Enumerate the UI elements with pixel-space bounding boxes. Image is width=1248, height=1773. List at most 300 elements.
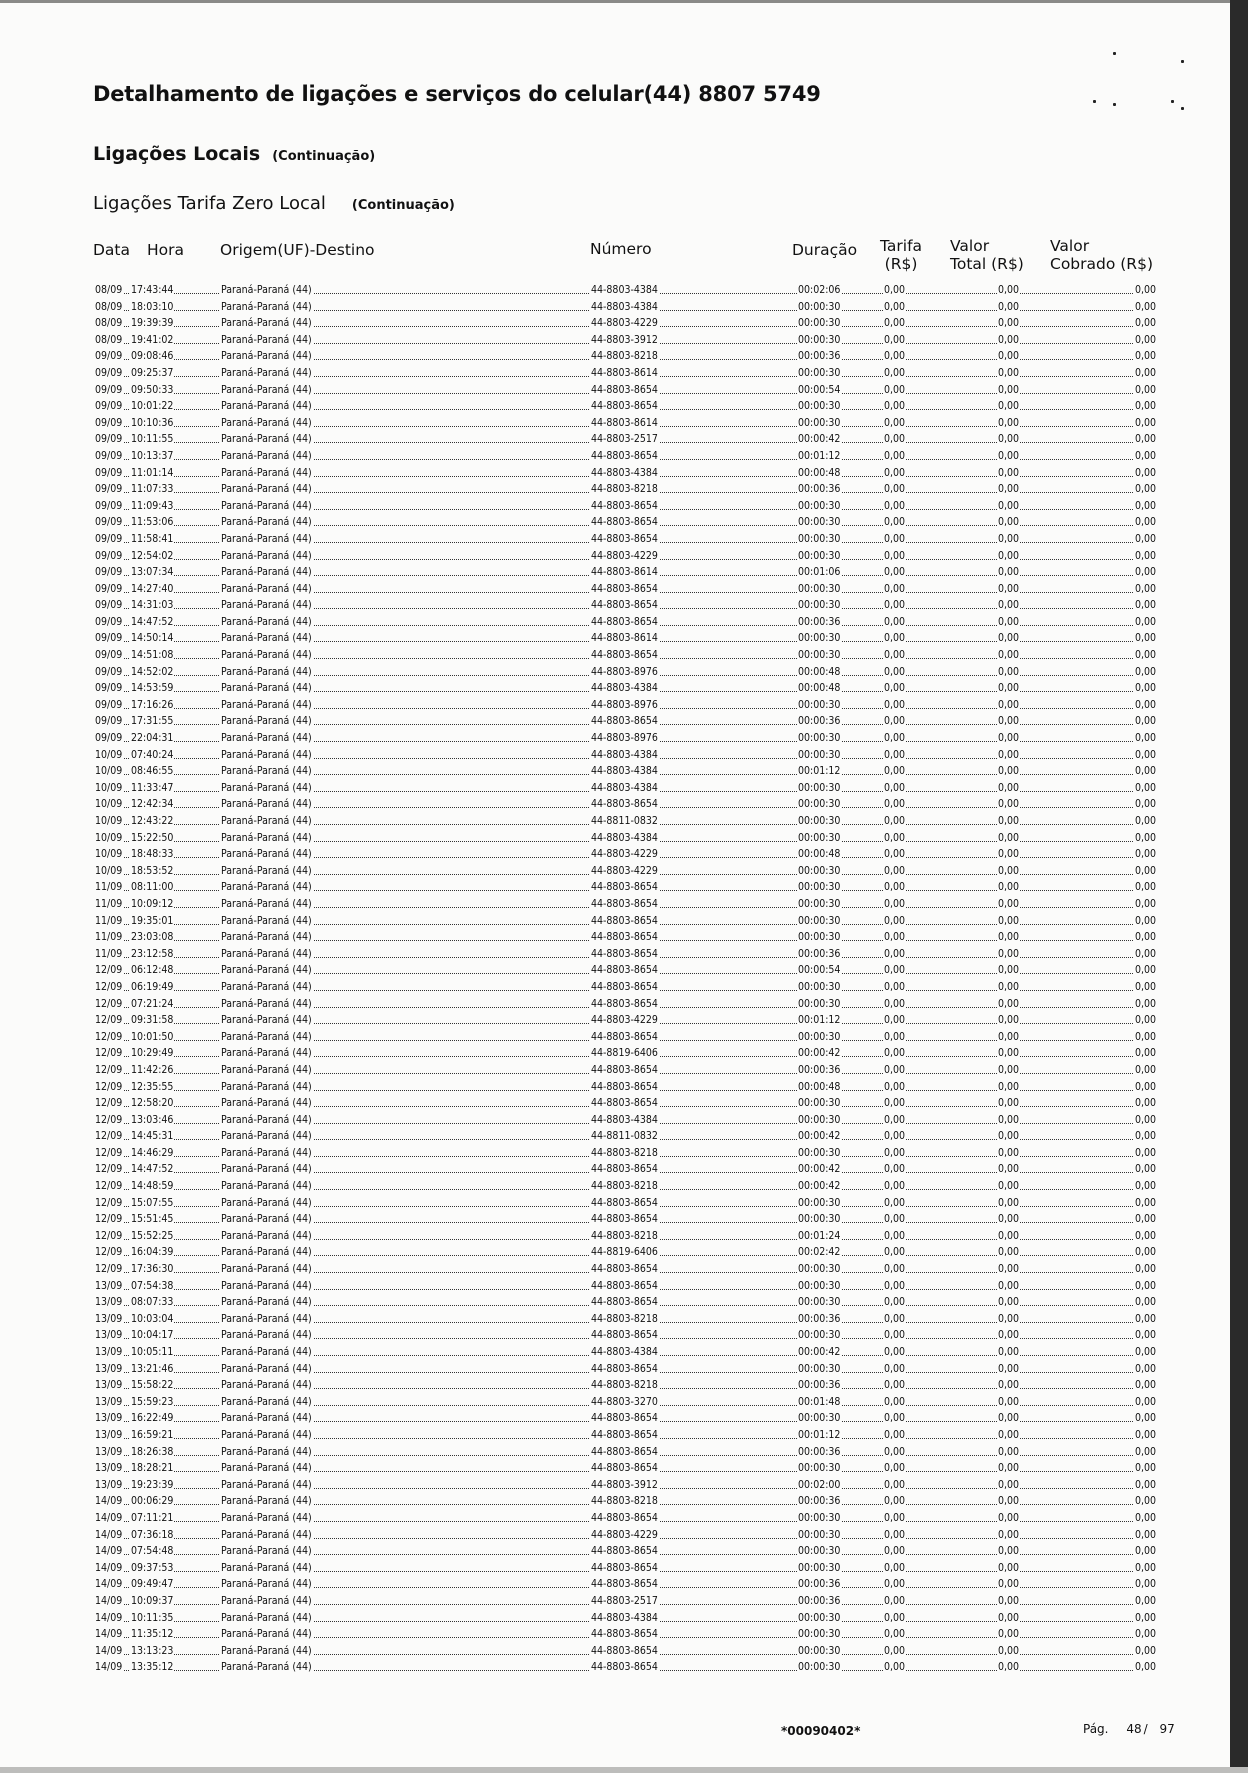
cell-numero: 44-8803-4384 [591,1113,658,1126]
cell-origem: Paraná-Paraná (44) [221,1495,312,1508]
cell-duracao: 00:00:30 [798,1611,841,1624]
column-header-data: Data [93,241,131,259]
cell-numero: 44-8803-8976 [591,732,658,745]
cell-data: 14/09 [95,1628,123,1641]
cell-data: 09/09 [95,499,123,512]
cell-numero: 44-8803-4384 [591,1611,658,1624]
cell-origem: Paraná-Paraná (44) [221,1445,312,1458]
cell-duracao: 00:00:30 [798,632,841,645]
cell-valor-total: 0,00 [998,1611,1020,1624]
cell-origem: Paraná-Paraná (44) [221,748,312,761]
cell-numero: 44-8803-3270 [591,1395,658,1408]
cell-origem: Paraná-Paraná (44) [221,317,312,330]
cell-valor-cobrado: 0,00 [1134,284,1156,296]
cell-origem: Paraná-Paraná (44) [221,449,312,462]
cell-tarifa: 0,00 [884,931,906,944]
cell-hora: 14:27:40 [131,582,174,595]
cell-tarifa: 0,00 [884,566,906,579]
cell-duracao: 00:00:54 [798,964,841,977]
cell-numero: 44-8803-8654 [591,1329,658,1342]
cell-origem: Paraná-Paraná (44) [221,997,312,1010]
cell-numero: 44-8803-8654 [591,1628,658,1641]
cell-data: 10/09 [95,815,123,827]
table-row [94,315,1157,332]
cell-valor-total: 0,00 [998,317,1020,330]
cell-numero: 44-8803-4384 [591,466,658,479]
cell-hora: 06:12:48 [131,964,174,977]
cell-data: 13/09 [95,1379,123,1392]
cell-duracao: 00:02:06 [798,284,841,296]
cell-hora: 11:35:12 [131,1628,174,1641]
cell-tarifa: 0,00 [884,582,906,595]
cell-numero: 44-8803-8218 [591,1312,658,1325]
cell-tarifa: 0,00 [884,1097,906,1110]
cell-data: 13/09 [95,1445,123,1458]
cell-tarifa: 0,00 [884,1047,906,1060]
table-row [94,1261,1157,1278]
cell-data: 09/09 [95,649,123,662]
cell-valor-total: 0,00 [998,499,1020,512]
cell-numero: 44-8803-8654 [591,964,658,977]
cell-numero: 44-8803-8654 [591,1661,658,1674]
cell-valor-cobrado: 0,00 [1134,1594,1156,1607]
cell-valor-cobrado: 0,00 [1134,1445,1156,1458]
cell-duracao: 00:01:12 [798,449,841,462]
page-current: 48 [1126,1722,1142,1736]
cell-valor-cobrado: 0,00 [1134,1545,1156,1558]
cell-valor-cobrado: 0,00 [1134,1478,1156,1491]
cell-data: 11/09 [95,931,123,944]
cell-data: 09/09 [95,682,123,695]
document-barcode-text: *00090402* [781,1724,861,1738]
cell-data: 11/09 [95,881,123,894]
cell-valor-cobrado: 0,00 [1134,1146,1156,1159]
cell-origem: Paraná-Paraná (44) [221,815,312,827]
cell-tarifa: 0,00 [884,665,906,678]
cell-hora: 14:50:14 [131,632,174,645]
cell-data: 09/09 [95,566,123,579]
cell-origem: Paraná-Paraná (44) [221,1594,312,1607]
cell-valor-total: 0,00 [998,1379,1020,1392]
column-header-valor-cobrado [1050,237,1153,273]
cell-origem: Paraná-Paraná (44) [221,698,312,711]
cell-hora: 14:45:31 [131,1130,174,1143]
cell-data: 12/09 [95,980,123,993]
cell-valor-total: 0,00 [998,781,1020,794]
cell-hora: 07:11:21 [131,1511,174,1524]
table-row [94,1560,1157,1577]
column-header-duracao: Duração [792,241,858,259]
cell-tarifa: 0,00 [884,1113,906,1126]
cell-duracao: 00:00:30 [798,366,841,379]
cell-hora: 19:41:02 [131,333,174,346]
table-row [94,1029,1157,1046]
cell-valor-cobrado: 0,00 [1134,897,1156,910]
cell-valor-cobrado: 0,00 [1134,947,1156,960]
cell-origem: Paraná-Paraná (44) [221,333,312,346]
cell-numero: 44-8803-8654 [591,449,658,462]
table-row [94,1610,1157,1627]
cell-numero: 44-8803-8218 [591,1180,658,1193]
cell-numero: 44-8803-8654 [591,516,658,529]
cell-origem: Paraná-Paraná (44) [221,599,312,612]
table-row [94,1410,1157,1427]
column-header-valor-total-line1: Valor [950,237,990,255]
cell-origem: Paraná-Paraná (44) [221,881,312,894]
column-header-hora: Hora [147,241,185,259]
cell-valor-total: 0,00 [998,1180,1020,1193]
cell-numero: 44-8803-8654 [591,1644,658,1657]
cell-origem: Paraná-Paraná (44) [221,1661,312,1674]
cell-tarifa: 0,00 [884,682,906,695]
cell-origem: Paraná-Paraná (44) [221,1511,312,1524]
cell-hora: 09:37:53 [131,1561,174,1574]
cell-tarifa: 0,00 [884,748,906,761]
cell-valor-cobrado: 0,00 [1134,1462,1156,1475]
cell-valor-cobrado: 0,00 [1134,1279,1156,1292]
cell-numero: 44-8803-8654 [591,1279,658,1292]
column-header-valor-cobrado-line2: Cobrado (R$) [1050,255,1153,273]
cell-numero: 44-8803-8218 [591,483,658,496]
cell-duracao: 00:00:36 [798,947,841,960]
cell-data: 14/09 [95,1578,123,1591]
cell-valor-total: 0,00 [998,1346,1020,1358]
cell-data: 10/09 [95,781,123,794]
cell-tarifa: 0,00 [884,1346,906,1358]
cell-duracao: 00:00:30 [798,914,841,927]
cell-duracao: 00:00:30 [798,1561,841,1574]
cell-valor-cobrado: 0,00 [1134,964,1156,977]
cell-origem: Paraná-Paraná (44) [221,1395,312,1408]
cell-duracao: 00:00:54 [798,383,841,396]
cell-valor-total: 0,00 [998,848,1020,861]
cell-valor-total: 0,00 [998,815,1020,827]
cell-tarifa: 0,00 [884,1661,906,1674]
cell-valor-cobrado: 0,00 [1134,781,1156,794]
table-row [94,730,1157,747]
table-row [94,1427,1157,1444]
table-row [94,1527,1157,1544]
cell-data: 09/09 [95,632,123,645]
scan-edge-bottom [0,1767,1248,1773]
table-row [94,630,1157,647]
cell-valor-cobrado: 0,00 [1134,815,1156,827]
cell-tarifa: 0,00 [884,864,906,877]
cell-duracao: 00:02:42 [798,1246,841,1259]
cell-origem: Paraná-Paraná (44) [221,1279,312,1292]
cell-numero: 44-8803-8654 [591,931,658,944]
table-row [94,514,1157,531]
cell-hora: 13:21:46 [131,1362,174,1375]
cell-numero: 44-8803-8614 [591,632,658,645]
cell-numero: 44-8803-4229 [591,1528,658,1541]
cell-numero: 44-8803-8654 [591,1063,658,1076]
cell-origem: Paraná-Paraná (44) [221,1545,312,1558]
cell-valor-total: 0,00 [998,1495,1020,1508]
table-row [94,1444,1157,1461]
table-row [94,846,1157,863]
cell-data: 11/09 [95,897,123,910]
cell-tarifa: 0,00 [884,499,906,512]
cell-valor-cobrado: 0,00 [1134,765,1156,778]
cell-numero: 44-8819-6406 [591,1047,658,1060]
table-row [94,398,1157,415]
cell-duracao: 00:01:12 [798,1428,841,1441]
cell-hora: 10:11:55 [131,433,174,446]
cell-valor-total: 0,00 [998,433,1020,446]
cell-duracao: 00:00:30 [798,499,841,512]
cell-valor-total: 0,00 [998,1097,1020,1110]
table-row [94,498,1157,515]
cell-valor-total: 0,00 [998,1445,1020,1458]
table-row [94,962,1157,979]
cell-origem: Paraná-Paraná (44) [221,466,312,479]
cell-valor-total: 0,00 [998,665,1020,678]
cell-duracao: 00:00:30 [798,582,841,595]
table-row [94,299,1157,316]
cell-data: 12/09 [95,1080,123,1093]
cell-data: 13/09 [95,1329,123,1342]
cell-origem: Paraná-Paraná (44) [221,931,312,944]
cell-valor-cobrado: 0,00 [1134,549,1156,562]
cell-hora: 11:09:43 [131,499,174,512]
cell-valor-total: 0,00 [998,914,1020,927]
cell-valor-cobrado: 0,00 [1134,1644,1156,1657]
cell-valor-total: 0,00 [998,1329,1020,1342]
cell-valor-total: 0,00 [998,615,1020,628]
cell-valor-cobrado: 0,00 [1134,848,1156,861]
table-row [94,415,1157,432]
cell-numero: 44-8803-8654 [591,599,658,612]
cell-hora: 10:10:36 [131,416,174,429]
cell-tarifa: 0,00 [884,897,906,910]
cell-tarifa: 0,00 [884,1063,906,1076]
cell-data: 11/09 [95,914,123,927]
cell-hora: 16:04:39 [131,1246,174,1259]
cell-valor-cobrado: 0,00 [1134,1196,1156,1209]
cell-origem: Paraná-Paraná (44) [221,1379,312,1392]
cell-duracao: 00:00:30 [798,1644,841,1657]
cell-hora: 12:43:22 [131,815,174,827]
section-continuation: (Continuação) [272,149,376,164]
cell-numero: 44-8803-8654 [591,1412,658,1425]
cell-origem: Paraná-Paraná (44) [221,1478,312,1491]
cell-tarifa: 0,00 [884,781,906,794]
cell-data: 09/09 [95,433,123,446]
cell-tarifa: 0,00 [884,1296,906,1309]
cell-valor-total: 0,00 [998,582,1020,595]
cell-numero: 44-8803-8654 [591,499,658,512]
cell-hora: 16:59:21 [131,1428,174,1441]
cell-origem: Paraná-Paraná (44) [221,1578,312,1591]
cell-hora: 10:09:12 [131,897,174,910]
cell-origem: Paraná-Paraná (44) [221,781,312,794]
cell-valor-total: 0,00 [998,532,1020,545]
cell-origem: Paraná-Paraná (44) [221,765,312,778]
cell-origem: Paraná-Paraná (44) [221,1213,312,1226]
cell-valor-cobrado: 0,00 [1134,665,1156,678]
cell-valor-total: 0,00 [998,599,1020,612]
cell-tarifa: 0,00 [884,383,906,396]
cell-hora: 10:11:35 [131,1611,174,1624]
cell-origem: Paraná-Paraná (44) [221,848,312,861]
cell-origem: Paraná-Paraná (44) [221,284,312,296]
cell-numero: 44-8803-8654 [591,582,658,595]
cell-valor-total: 0,00 [998,1511,1020,1524]
cell-origem: Paraná-Paraná (44) [221,831,312,844]
cell-valor-total: 0,00 [998,1661,1020,1674]
cell-valor-cobrado: 0,00 [1134,1611,1156,1624]
table-row [94,796,1157,813]
cell-valor-cobrado: 0,00 [1134,1628,1156,1641]
cell-hora: 07:21:24 [131,997,174,1010]
scan-edge-top [0,0,1248,3]
cell-valor-cobrado: 0,00 [1134,1495,1156,1508]
cell-tarifa: 0,00 [884,632,906,645]
cell-origem: Paraná-Paraná (44) [221,1362,312,1375]
table-row [94,431,1157,448]
scan-speck [1113,103,1116,106]
cell-valor-total: 0,00 [998,300,1020,313]
cell-origem: Paraná-Paraná (44) [221,483,312,496]
cell-valor-total: 0,00 [998,682,1020,695]
cell-tarifa: 0,00 [884,1445,906,1458]
cell-data: 08/09 [95,317,123,330]
table-row [94,747,1157,764]
cell-valor-cobrado: 0,00 [1134,333,1156,346]
cell-data: 14/09 [95,1644,123,1657]
cell-data: 09/09 [95,383,123,396]
cell-hora: 10:01:50 [131,1030,174,1043]
cell-valor-cobrado: 0,00 [1134,1578,1156,1591]
cell-hora: 07:54:38 [131,1279,174,1292]
cell-valor-total: 0,00 [998,1478,1020,1491]
cell-tarifa: 0,00 [884,1180,906,1193]
cell-hora: 14:46:29 [131,1146,174,1159]
cell-origem: Paraná-Paraná (44) [221,300,312,313]
scan-speck [1093,100,1096,103]
cell-hora: 18:53:52 [131,864,174,877]
cell-origem: Paraná-Paraná (44) [221,1561,312,1574]
cell-valor-total: 0,00 [998,947,1020,960]
cell-data: 10/09 [95,864,123,877]
cell-data: 14/09 [95,1495,123,1508]
table-row [94,1161,1157,1178]
cell-tarifa: 0,00 [884,715,906,728]
cell-tarifa: 0,00 [884,599,906,612]
cell-numero: 44-8811-0832 [591,815,658,827]
cell-hora: 07:40:24 [131,748,174,761]
cell-duracao: 00:00:48 [798,466,841,479]
cell-origem: Paraná-Paraná (44) [221,400,312,413]
cell-hora: 23:03:08 [131,931,174,944]
table-row [94,1244,1157,1261]
table-row [94,1178,1157,1195]
cell-duracao: 00:00:42 [798,433,841,446]
cell-hora: 14:31:03 [131,599,174,612]
cell-duracao: 00:00:30 [798,798,841,811]
table-row [94,763,1157,780]
cell-hora: 11:58:41 [131,532,174,545]
cell-numero: 44-8803-8654 [591,1296,658,1309]
cell-tarifa: 0,00 [884,1395,906,1408]
cell-valor-cobrado: 0,00 [1134,350,1156,363]
cell-valor-cobrado: 0,00 [1134,1362,1156,1375]
cell-valor-cobrado: 0,00 [1134,1014,1156,1027]
cell-origem: Paraná-Paraná (44) [221,1346,312,1358]
cell-numero: 44-8803-8654 [591,897,658,910]
cell-duracao: 00:00:42 [798,1163,841,1176]
cell-valor-total: 0,00 [998,632,1020,645]
cell-origem: Paraná-Paraná (44) [221,1229,312,1242]
cell-valor-total: 0,00 [998,566,1020,579]
cell-tarifa: 0,00 [884,997,906,1010]
table-row [94,531,1157,548]
cell-valor-cobrado: 0,00 [1134,582,1156,595]
cell-origem: Paraná-Paraná (44) [221,582,312,595]
table-row [94,879,1157,896]
cell-duracao: 00:00:30 [798,997,841,1010]
cell-numero: 44-8803-8654 [591,400,658,413]
table-row [94,1045,1157,1062]
table-row [94,1079,1157,1096]
cell-duracao: 00:02:00 [798,1478,841,1491]
cell-valor-cobrado: 0,00 [1134,1428,1156,1441]
cell-valor-cobrado: 0,00 [1134,1346,1156,1358]
scan-speck [1181,107,1184,110]
cell-hora: 07:36:18 [131,1528,174,1541]
cell-hora: 14:47:52 [131,615,174,628]
cell-valor-cobrado: 0,00 [1134,798,1156,811]
cell-valor-total: 0,00 [998,549,1020,562]
cell-tarifa: 0,00 [884,1130,906,1143]
cell-data: 09/09 [95,483,123,496]
table-row [94,1012,1157,1029]
cell-duracao: 00:00:30 [798,532,841,545]
cell-data: 12/09 [95,1113,123,1126]
cell-tarifa: 0,00 [884,1611,906,1624]
cell-valor-total: 0,00 [998,1279,1020,1292]
cell-valor-total: 0,00 [998,715,1020,728]
cell-valor-cobrado: 0,00 [1134,748,1156,761]
cell-valor-cobrado: 0,00 [1134,1213,1156,1226]
cell-hora: 06:19:49 [131,980,174,993]
cell-data: 10/09 [95,748,123,761]
cell-valor-total: 0,00 [998,366,1020,379]
cell-hora: 11:07:33 [131,483,174,496]
cell-duracao: 00:00:48 [798,665,841,678]
cell-hora: 12:35:55 [131,1080,174,1093]
cell-numero: 44-8803-4384 [591,682,658,695]
cell-valor-total: 0,00 [998,1545,1020,1558]
cell-tarifa: 0,00 [884,300,906,313]
cell-tarifa: 0,00 [884,1263,906,1276]
cell-numero: 44-8803-8654 [591,1030,658,1043]
cell-duracao: 00:00:36 [798,1379,841,1392]
cell-numero: 44-8803-8654 [591,1362,658,1375]
cell-data: 12/09 [95,1130,123,1143]
cell-data: 08/09 [95,284,123,296]
cell-duracao: 00:00:36 [798,715,841,728]
cell-valor-total: 0,00 [998,1014,1020,1027]
cell-valor-cobrado: 0,00 [1134,1229,1156,1242]
cell-tarifa: 0,00 [884,433,906,446]
cell-data: 08/09 [95,300,123,313]
cell-duracao: 00:00:30 [798,732,841,745]
cell-numero: 44-8803-4384 [591,765,658,778]
cell-hora: 13:35:12 [131,1661,174,1674]
cell-data: 12/09 [95,1229,123,1242]
